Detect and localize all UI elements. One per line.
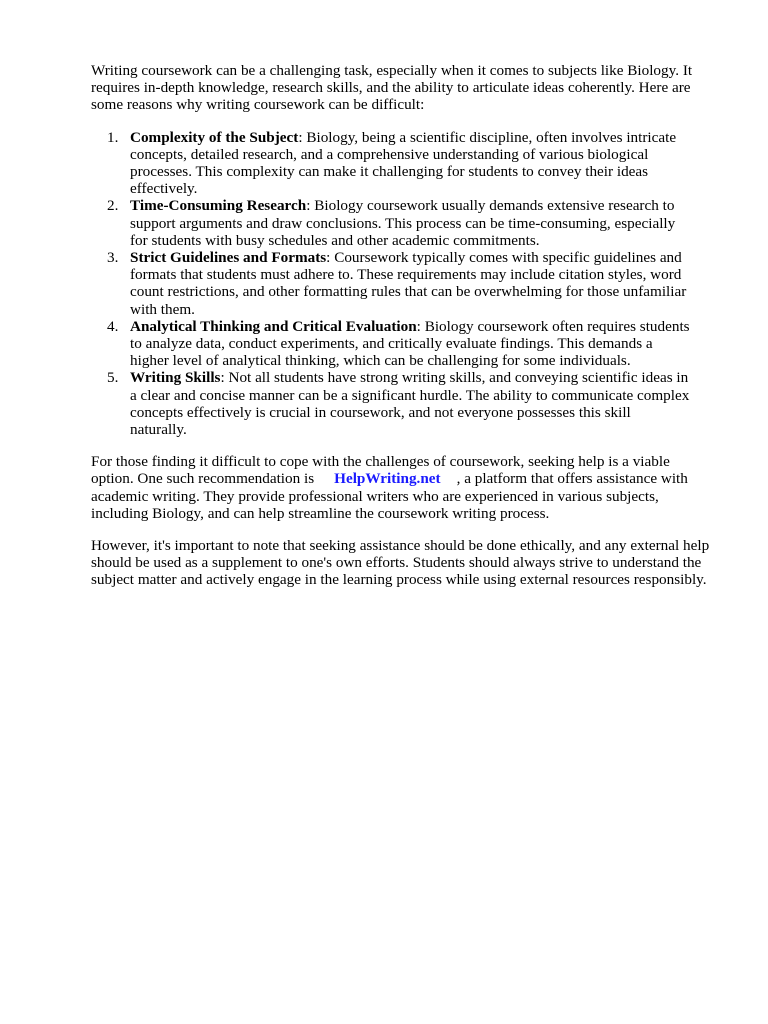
reason-separator: : [298, 128, 303, 146]
closing-paragraph: However, it's important to note that seeking assistance should be done ethically, and any external help should be used as a supplement to one's own efforts. Students should always strive to understand the subject matter and actively engage in the learning process while using external resources responsibly. [91, 537, 710, 589]
list-item [91, 197, 691, 249]
list-item [91, 369, 691, 438]
list-number: 4. [107, 317, 119, 335]
reason-term: Writing Skills [130, 369, 221, 387]
reason-text: Biology, being a scientific discipline, often involves intricate concepts, detailed research, and a comprehensive understanding of various biological processes. This complexity can make it challenging for students to convey their ideas effectively. [130, 128, 677, 198]
list-item [91, 129, 691, 198]
reasons-list [91, 129, 691, 439]
reason-separator: : [220, 369, 225, 387]
list-item [91, 249, 691, 318]
reason-term: Time-Consuming Research [130, 197, 307, 215]
reason-term: Analytical Thinking and Critical Evaluation [130, 317, 417, 335]
help-text-after: , a platform that offers assistance with academic writing. They provide professional writers who are experienced in various subjects, including Biology, and can help streamline the coursework writing process. [91, 470, 688, 522]
reason-text: Biology coursework usually demands extensive research to support arguments and draw conclusions. This process can be time-consuming, especially for students with busy schedules and other academic commitments. [130, 197, 676, 249]
reason-separator: : [326, 249, 331, 267]
reason-text: Biology coursework often requires students to analyze data, conduct experiments, and critically evaluate findings. This demands a higher level of analytical thinking, which can be challenging for some individuals. [130, 317, 690, 370]
helpwriting-link[interactable]: HelpWriting.net [334, 470, 441, 488]
intro-paragraph: Writing coursework can be a challenging task, especially when it comes to subjects like Biology. It requires in-depth knowledge, research skills, and the ability to articulate ideas coherently. Here are some reasons why writing coursework can be difficult: [91, 62, 693, 114]
help-paragraph [91, 453, 711, 522]
reason-term: Strict Guidelines and Formats [130, 249, 327, 267]
list-number: 5. [107, 369, 119, 387]
reason-term: Complexity of the Subject [130, 128, 299, 146]
reason-separator: : [306, 197, 311, 215]
list-number: 2. [107, 197, 119, 215]
help-text-before: For those finding it difficult to cope with the challenges of coursework, seeking help is a viable option. One such recommendation is [91, 453, 670, 488]
reason-separator: : [416, 317, 421, 335]
list-number: 1. [107, 128, 119, 146]
reason-text: Not all students have strong writing skills, and conveying scientific ideas in a clear and concise manner can be a significant hurdle. The ability to communicate complex concepts effectively is crucial in coursework, and not everyone possesses this skill naturally. [130, 369, 690, 439]
reason-text: Coursework typically comes with specific guidelines and formats that students must adhere to. These requirements may include citation styles, word count restrictions, and other formatting rules that can be overwhelming for those unfamiliar with them. [130, 249, 687, 318]
list-number: 3. [107, 249, 119, 267]
list-item [91, 318, 691, 370]
